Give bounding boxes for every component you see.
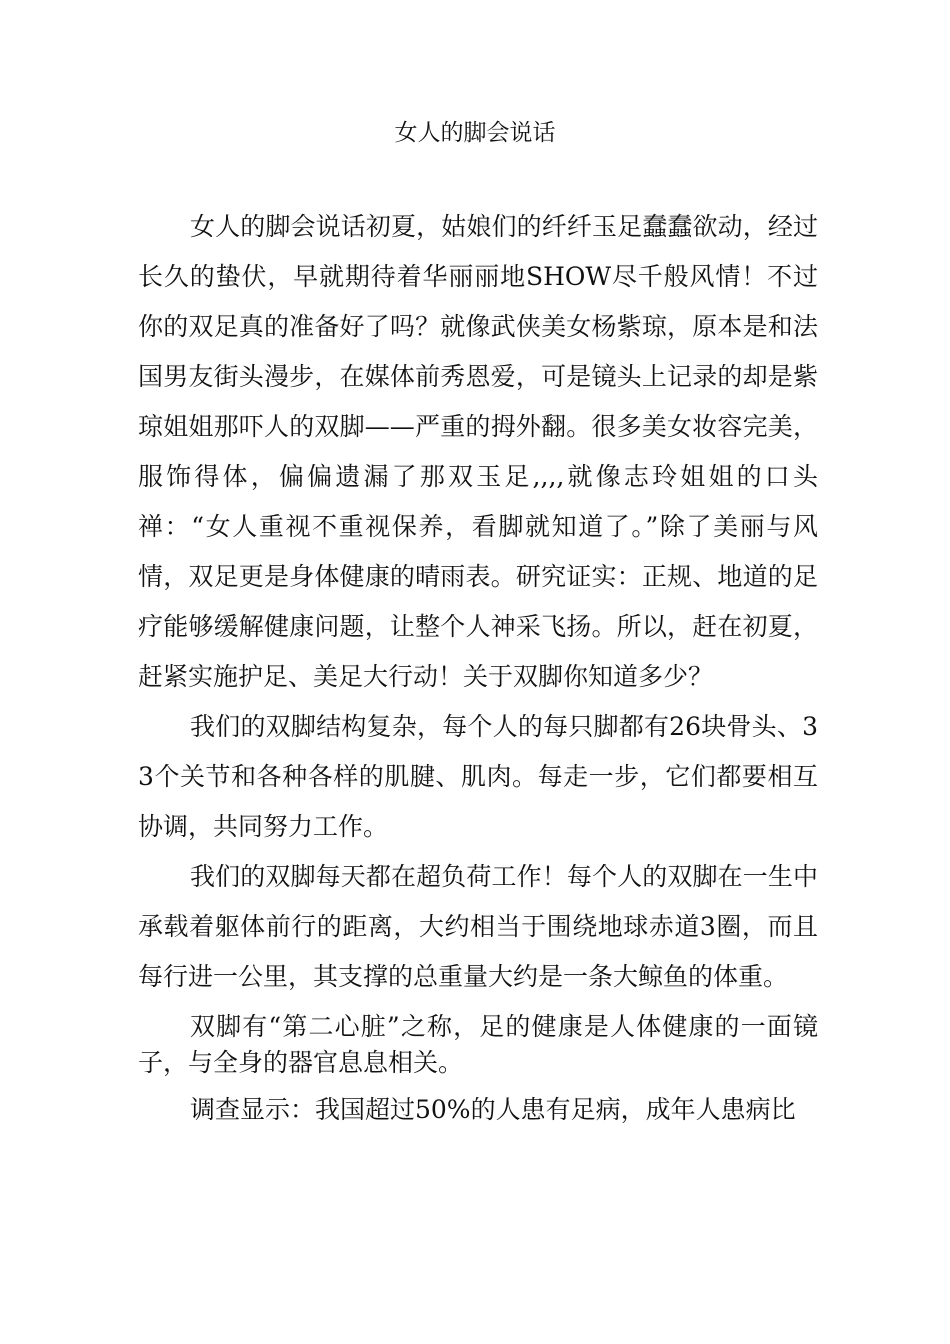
paragraph-intro: 女人的脚会说话初夏，姑娘们的纤纤玉足蠢蠢欲动，经过长久的蛰伏，早就期待着华丽丽地SHOW尽千般风情！不过你的双足真的准备好了吗？就像武侠美女杨紫琼，原本是和法国男友街头漫步，在媒体前秀恩爱，可是镜头上记录的却是紫琼姐姐那吓人的双脚——严重的拇外翻。很多美女妆容完美，服饰得体，偏偏遗漏了那双玉足,,,,就像志玲姐姐的口头禅：“女人重视不重视保养，看脚就知道了。”除了美丽与风情，双足更是身体健康的晴雨表。研究证实：正规、地道的足疗能够缓解健康问题，让整个人神采飞扬。所以，赶在初夏，赶紧实施护足、美足大行动！关于双脚你知道多少？ bbox=[138, 212, 818, 691]
paragraph-foot-structure: 我们的双脚结构复杂，每个人的每只脚都有26块骨头、33个关节和各种各样的肌腱、肌肉。每走一步，它们都要相互协调，共同努力工作。 bbox=[138, 712, 818, 841]
paragraph-second-heart: 双脚有“第二心脏”之称，足的健康是人体健康的一面镜子，与全身的器官息息相关。 bbox=[138, 1012, 818, 1077]
paragraph-foot-workload: 我们的双脚每天都在超负荷工作！每个人的双脚在一生中承载着躯体前行的距离，大约相当于围绕地球赤道3圈，而且每行进一公里，其支撑的总重量大约是一条大鲸鱼的体重。 bbox=[138, 862, 818, 991]
document-body bbox=[138, 202, 818, 1135]
document-title: 女人的脚会说话 bbox=[394, 120, 556, 146]
paragraph-survey: 调查显示：我国超过50%的人患有足病，成年人患病比 bbox=[190, 1095, 796, 1124]
